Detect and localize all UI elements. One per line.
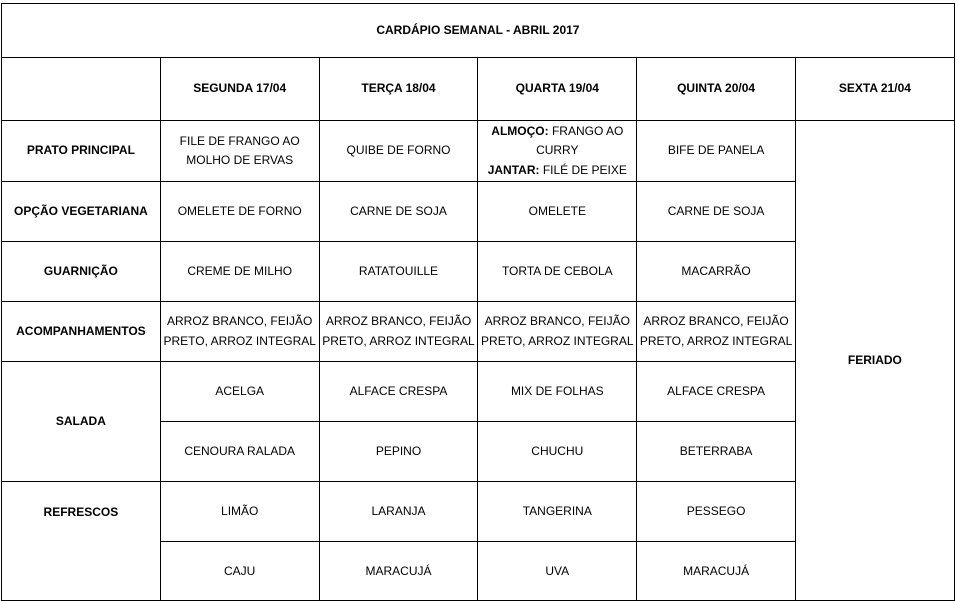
column-header-quinta: QUINTA 20/04 bbox=[637, 58, 796, 121]
cell-salada1-quarta: MIX DE FOLHAS bbox=[478, 362, 637, 422]
cell-sexta-feriado: FERIADO bbox=[795, 121, 954, 601]
row-label-acompanhamentos: ACOMPANHAMENTOS bbox=[2, 302, 161, 362]
cell-salada1-quinta: ALFACE CRESPA bbox=[637, 362, 796, 422]
cell-prato-principal-quinta: BIFE DE PANELA bbox=[637, 121, 796, 182]
row-label-prato-principal: PRATO PRINCIPAL bbox=[2, 121, 161, 182]
cell-salada1-terca: ALFACE CRESPA bbox=[319, 362, 478, 422]
almoco-line bbox=[480, 122, 634, 161]
cell-prato-principal-segunda: FILE DE FRANGO AO MOLHO DE ERVAS bbox=[160, 121, 319, 182]
cell-prato-principal-quarta bbox=[478, 121, 637, 182]
cell-opcao-vegetariana-terca: CARNE DE SOJA bbox=[319, 182, 478, 242]
cell-refrescos2-terca: MARACUJÁ bbox=[319, 542, 478, 601]
row-label-guarnicao: GUARNIÇÃO bbox=[2, 242, 161, 302]
cell-salada1-segunda: ACELGA bbox=[160, 362, 319, 422]
cell-acompanhamentos-quarta: ARROZ BRANCO, FEIJÃO PRETO, ARROZ INTEGRAL bbox=[478, 302, 637, 362]
menu-title: CARDÁPIO SEMANAL - ABRIL 2017 bbox=[2, 4, 955, 58]
column-header-segunda: SEGUNDA 17/04 bbox=[160, 58, 319, 121]
cell-opcao-vegetariana-quinta: CARNE DE SOJA bbox=[637, 182, 796, 242]
cell-guarnicao-segunda: CREME DE MILHO bbox=[160, 242, 319, 302]
corner-cell bbox=[2, 58, 161, 121]
cell-prato-principal-terca: QUIBE DE FORNO bbox=[319, 121, 478, 182]
cell-refrescos2-segunda: CAJU bbox=[160, 542, 319, 601]
column-header-terca: TERÇA 18/04 bbox=[319, 58, 478, 121]
row-label-refrescos: REFRESCOS bbox=[2, 482, 161, 601]
cell-guarnicao-quinta: MACARRÃO bbox=[637, 242, 796, 302]
cell-guarnicao-quarta: TORTA DE CEBOLA bbox=[478, 242, 637, 302]
cell-refrescos1-segunda: LIMÃO bbox=[160, 482, 319, 542]
cell-opcao-vegetariana-quarta: OMELETE bbox=[478, 182, 637, 242]
jantar-label: JANTAR: bbox=[487, 162, 540, 177]
cell-salada2-terca: PEPINO bbox=[319, 422, 478, 482]
row-label-opcao-vegetariana: OPÇÃO VEGETARIANA bbox=[2, 182, 161, 242]
jantar-value: FILÉ DE PEIXE bbox=[542, 162, 627, 177]
column-header-sexta: SEXTA 21/04 bbox=[795, 58, 954, 121]
cell-acompanhamentos-terca: ARROZ BRANCO, FEIJÃO PRETO, ARROZ INTEGRAL bbox=[319, 302, 478, 362]
cell-refrescos1-quinta: PESSEGO bbox=[637, 482, 796, 542]
cell-refrescos1-quarta: TANGERINA bbox=[478, 482, 637, 542]
almoco-label: ALMOÇO: bbox=[491, 124, 549, 138]
cell-refrescos1-terca: LARANJA bbox=[319, 482, 478, 542]
jantar-line bbox=[480, 161, 634, 180]
cell-salada2-quarta: CHUCHU bbox=[478, 422, 637, 482]
cell-refrescos2-quinta: MARACUJÁ bbox=[637, 542, 796, 601]
column-header-quarta: QUARTA 19/04 bbox=[478, 58, 637, 121]
cell-acompanhamentos-segunda: ARROZ BRANCO, FEIJÃO PRETO, ARROZ INTEGRAL bbox=[160, 302, 319, 362]
cell-acompanhamentos-quinta: ARROZ BRANCO, FEIJÃO PRETO, ARROZ INTEGRAL bbox=[637, 302, 796, 362]
weekly-menu-table bbox=[1, 3, 955, 601]
cell-salada2-segunda: CENOURA RALADA bbox=[160, 422, 319, 482]
row-label-salada: SALADA bbox=[2, 362, 161, 482]
cell-salada2-quinta: BETERRABA bbox=[637, 422, 796, 482]
cell-opcao-vegetariana-segunda: OMELETE DE FORNO bbox=[160, 182, 319, 242]
almoco-value: FRANGO AO CURRY bbox=[536, 124, 624, 158]
cell-guarnicao-terca: RATATOUILLE bbox=[319, 242, 478, 302]
cell-refrescos2-quarta: UVA bbox=[478, 542, 637, 601]
